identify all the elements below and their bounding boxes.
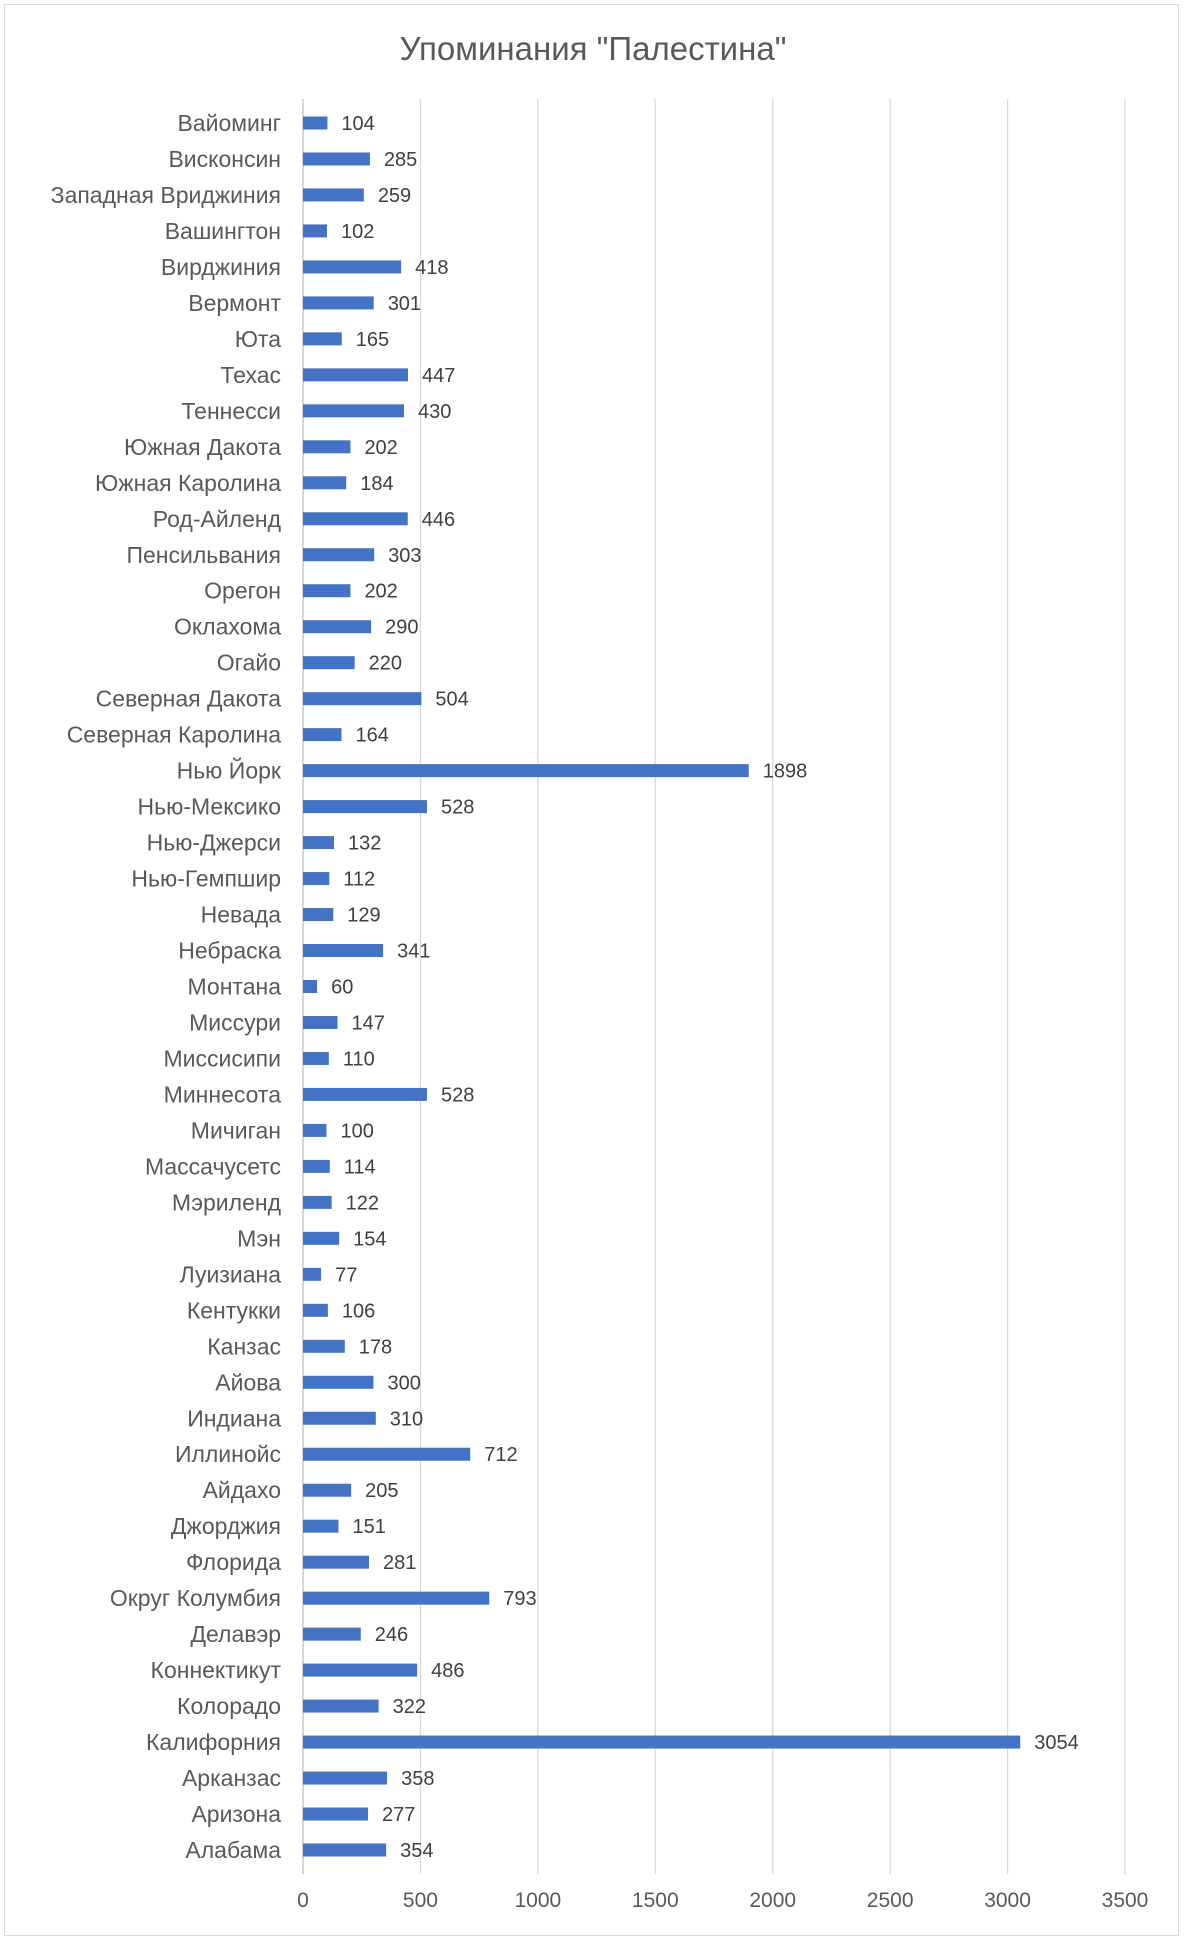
x-tick-label: 2000: [749, 1889, 797, 1912]
category-label: Нью-Мексико: [137, 793, 281, 820]
category-label: Айдахо: [202, 1477, 281, 1504]
data-label: 504: [435, 688, 469, 711]
category-labels: [51, 110, 282, 1863]
category-label: Калифорния: [146, 1729, 281, 1756]
x-tick-label: 500: [402, 1889, 438, 1912]
chart-title: Упоминания "Палестина": [399, 30, 787, 67]
data-label: 528: [441, 796, 475, 819]
bar: [303, 800, 427, 813]
category-label: Висконсин: [168, 145, 281, 172]
data-label: 104: [341, 113, 375, 135]
bar: [303, 1232, 339, 1245]
bar: [303, 1412, 376, 1425]
bar: [303, 1700, 379, 1713]
data-label: 147: [351, 1012, 385, 1035]
bar: [303, 1124, 326, 1137]
bar: [303, 548, 374, 561]
bar: [303, 872, 329, 885]
data-label: 290: [385, 616, 419, 639]
data-label: 358: [401, 1768, 435, 1791]
bar: [303, 908, 333, 921]
bar: [303, 368, 408, 381]
data-label: 303: [388, 544, 422, 567]
category-label: Мэн: [237, 1225, 281, 1252]
data-label: 129: [347, 904, 381, 927]
bar: [303, 980, 317, 993]
bar: [303, 1304, 328, 1317]
data-label: 132: [348, 832, 382, 855]
category-label: Огайо: [216, 649, 281, 676]
bar: [303, 1808, 368, 1821]
bar: [303, 1484, 351, 1497]
bar: [303, 1340, 345, 1353]
category-label: Индиана: [187, 1405, 281, 1432]
data-label: 281: [382, 1552, 417, 1575]
data-label: 100: [340, 1120, 374, 1143]
data-label: 300: [387, 1372, 421, 1395]
bar: [303, 1196, 332, 1209]
data-label: 447: [421, 364, 456, 387]
bar: [303, 296, 374, 309]
bar: [303, 188, 364, 201]
data-label: 341: [397, 940, 431, 963]
bar: [303, 440, 350, 453]
category-label: Вайоминг: [177, 110, 281, 136]
category-label: Южная Каролина: [95, 469, 281, 496]
category-label: Орегон: [204, 577, 281, 604]
bar: [303, 512, 408, 525]
bars: [303, 117, 1020, 1857]
bar: [303, 1520, 338, 1533]
category-label: Пенсильвания: [126, 541, 281, 568]
data-label: 285: [383, 148, 418, 171]
category-label: Мичиган: [190, 1117, 281, 1144]
bar: [303, 584, 350, 597]
bar: [303, 1664, 417, 1677]
category-label: Нью-Гемпшир: [131, 865, 281, 892]
category-label: Флорида: [185, 1549, 281, 1576]
chart-frame: [4, 4, 1179, 1936]
bar: [303, 117, 327, 130]
category-label: Делавэр: [190, 1621, 281, 1648]
x-tick-label: 3000: [984, 1889, 1031, 1912]
category-label: Колорадо: [177, 1693, 281, 1720]
bar: [303, 620, 371, 633]
category-label: Миссури: [189, 1009, 281, 1036]
category-label: Южная Дакота: [123, 433, 281, 460]
bar: [303, 1628, 361, 1641]
category-label: Род-Айленд: [152, 505, 281, 532]
data-label: 110: [342, 1048, 375, 1071]
bar: [303, 404, 404, 417]
category-label: Невада: [200, 901, 281, 928]
category-label: Арканзас: [181, 1765, 281, 1792]
data-label: 793: [503, 1588, 537, 1611]
category-label: Массачусетс: [144, 1153, 281, 1180]
x-tick-label: 1000: [514, 1889, 562, 1912]
data-label: 102: [340, 220, 375, 243]
bar: [303, 152, 370, 165]
category-label: Аризона: [191, 1801, 281, 1828]
category-label: Небраска: [178, 937, 281, 964]
data-label: 178: [358, 1336, 393, 1359]
x-tick-label: 2500: [866, 1889, 914, 1912]
bar: [303, 1448, 470, 1461]
bar: [303, 836, 334, 849]
bar: [303, 1016, 338, 1029]
data-label: 528: [441, 1084, 475, 1107]
category-label: Северная Дакота: [95, 685, 281, 712]
data-label: 205: [365, 1480, 399, 1503]
bar: [303, 692, 421, 705]
data-label: 259: [377, 184, 412, 207]
data-label: 122: [345, 1192, 380, 1215]
data-label: 151: [352, 1516, 386, 1539]
category-label: Округ Колумбия: [109, 1585, 281, 1612]
category-label: Мэриленд: [171, 1189, 281, 1216]
category-label: Северная Каролина: [66, 721, 281, 748]
data-label: 486: [431, 1660, 465, 1683]
data-label: 165: [355, 328, 390, 351]
data-label: 301: [387, 292, 422, 315]
category-label: Иллинойс: [174, 1441, 281, 1468]
category-label: Алабама: [185, 1837, 281, 1863]
data-label: 446: [421, 508, 456, 531]
data-label: 354: [400, 1840, 434, 1862]
bar: [303, 476, 346, 489]
bar: [303, 260, 401, 273]
data-label: 418: [415, 256, 449, 279]
x-tick-label: 3500: [1101, 1889, 1149, 1912]
x-tick-label: 1500: [631, 1889, 679, 1912]
bar: [303, 656, 355, 669]
category-label: Монтана: [187, 973, 281, 1000]
bar: [303, 1052, 329, 1065]
data-label: 202: [364, 436, 398, 459]
data-label: 246: [374, 1624, 409, 1647]
category-label: Теннесси: [181, 397, 281, 424]
category-label: Кентукки: [186, 1297, 281, 1324]
bar: [303, 224, 327, 237]
bar: [303, 764, 749, 777]
data-label: 60: [331, 976, 354, 999]
data-label: 310: [389, 1408, 424, 1431]
category-label: Айова: [215, 1369, 281, 1396]
data-label: 114: [343, 1156, 376, 1179]
x-axis-tick-labels: [297, 1889, 1148, 1912]
bar: [303, 728, 342, 741]
category-label: Вирджиния: [160, 253, 281, 280]
category-label: Юта: [234, 325, 281, 352]
x-tick-label: 0: [297, 1889, 309, 1912]
data-label: 430: [417, 400, 452, 423]
category-label: Вермонт: [188, 289, 281, 316]
category-label: Вашингтон: [164, 217, 281, 244]
category-label: Джорджия: [170, 1513, 281, 1540]
bar: [303, 1268, 321, 1281]
bar: [303, 1736, 1020, 1749]
data-label: 154: [353, 1228, 387, 1251]
category-label: Коннектикут: [150, 1657, 281, 1684]
category-label: Техас: [220, 361, 281, 388]
bar: [303, 1772, 387, 1785]
bar: [303, 1160, 330, 1173]
bar: [303, 1376, 373, 1389]
bar-chart: [5, 5, 1180, 1937]
bar: [303, 944, 383, 957]
bar: [303, 1844, 386, 1857]
category-label: Канзас: [207, 1333, 281, 1360]
data-label: 322: [392, 1696, 426, 1719]
category-label: Западная Вриджиния: [50, 181, 281, 208]
data-label: 1898: [762, 760, 808, 783]
bar: [303, 332, 342, 345]
category-label: Нью Йорк: [176, 757, 281, 784]
category-label: Миннесота: [163, 1081, 281, 1108]
data-label: 277: [382, 1804, 416, 1827]
data-label: 112: [343, 868, 376, 891]
data-label: 220: [368, 652, 403, 675]
bar: [303, 1556, 369, 1569]
category-label: Миссисипи: [163, 1045, 281, 1072]
bar: [303, 1088, 427, 1101]
data-label: 202: [364, 580, 398, 603]
data-label: 184: [360, 472, 394, 495]
data-label: 3054: [1034, 1732, 1079, 1755]
category-label: Луизиана: [179, 1261, 281, 1288]
category-label: Нью-Джерси: [146, 829, 281, 856]
data-label: 712: [484, 1444, 518, 1467]
data-label: 77: [335, 1264, 358, 1287]
category-label: Оклахома: [173, 613, 281, 640]
data-label: 164: [355, 724, 389, 747]
data-label: 106: [341, 1300, 376, 1323]
bar: [303, 1592, 489, 1605]
